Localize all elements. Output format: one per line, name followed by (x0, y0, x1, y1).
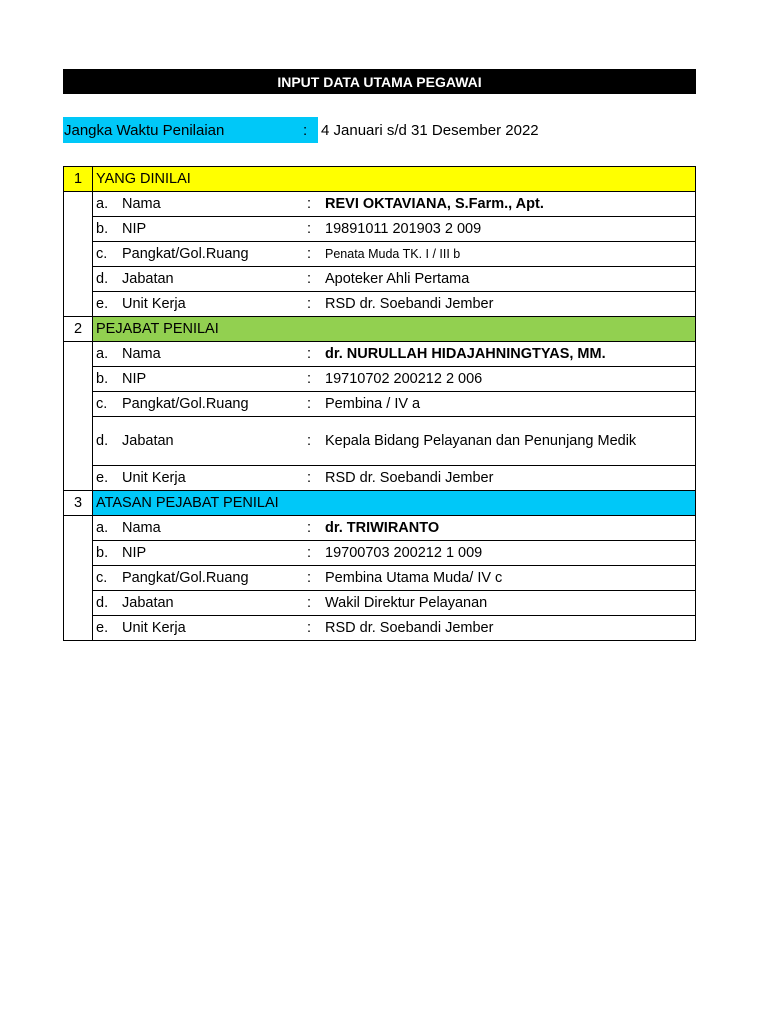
section-header-yang-dinilai (64, 167, 695, 192)
period-label-cell[interactable] (63, 117, 318, 143)
row-label: Unit Kerja (122, 620, 186, 636)
row-pangkat (93, 566, 695, 591)
section-header-atasan-pejabat-penilai (64, 491, 695, 516)
row-colon: : (307, 296, 312, 312)
row-colon: : (307, 470, 312, 486)
assessment-period (63, 117, 696, 143)
row-colon: : (307, 595, 312, 611)
row-value[interactable]: Pembina / IV a (325, 396, 421, 412)
row-label: Jabatan (122, 271, 174, 287)
section-rows-pejabat-penilai (64, 342, 695, 491)
row-letter: a. (96, 196, 109, 212)
row-value[interactable]: dr. NURULLAH HIDAJAHNINGTYAS, MM. (325, 346, 606, 362)
row-colon: : (307, 246, 312, 262)
row-colon: : (307, 371, 312, 387)
row-label: Unit Kerja (122, 296, 186, 312)
period-label: Jangka Waktu Penilaian (64, 121, 225, 139)
row-colon: : (307, 196, 312, 212)
row-value[interactable]: Apoteker Ahli Pertama (325, 271, 470, 287)
row-colon: : (307, 620, 312, 636)
row-label: Nama (122, 346, 161, 362)
section-title: PEJABAT PENILAI (93, 317, 695, 341)
row-nama (93, 516, 695, 541)
row-value[interactable]: 19700703 200212 1 009 (325, 545, 483, 561)
row-letter: c. (96, 396, 108, 412)
row-value[interactable]: RSD dr. Soebandi Jember (325, 620, 494, 636)
row-unit-kerja (93, 466, 695, 490)
row-label: Pangkat/Gol.Ruang (122, 246, 249, 262)
row-value[interactable]: dr. TRIWIRANTO (325, 520, 440, 536)
row-jabatan (93, 266, 695, 292)
row-letter: a. (96, 346, 109, 362)
row-label: Jabatan (122, 595, 174, 611)
row-pangkat (93, 242, 695, 266)
row-label: Unit Kerja (122, 470, 186, 486)
period-colon: : (303, 121, 308, 139)
row-letter: b. (96, 545, 109, 561)
row-letter: b. (96, 221, 109, 237)
row-letter: c. (96, 246, 108, 262)
row-letter: d. (96, 271, 109, 287)
section-number: 2 (64, 317, 93, 341)
row-label: NIP (122, 221, 147, 237)
row-value[interactable]: Wakil Direktur Pelayanan (325, 595, 488, 611)
row-label: Jabatan (122, 433, 174, 449)
row-nama (93, 342, 695, 367)
section-rows-atasan-pejabat-penilai (64, 516, 695, 640)
employee-data-table (63, 166, 696, 641)
row-colon: : (307, 570, 312, 586)
row-unit-kerja (93, 292, 695, 316)
row-jabatan (93, 417, 695, 466)
row-value[interactable]: 19891011 201903 2 009 (325, 221, 482, 237)
row-letter: c. (96, 570, 108, 586)
section-title: ATASAN PEJABAT PENILAI (93, 491, 695, 515)
row-unit-kerja (93, 616, 695, 640)
section-number: 1 (64, 167, 93, 191)
row-value[interactable]: Kepala Bidang Pelayanan dan Penunjang Medik (325, 433, 637, 449)
row-colon: : (307, 221, 312, 237)
row-value[interactable]: RSD dr. Soebandi Jember (325, 470, 494, 486)
row-label: Nama (122, 520, 161, 536)
row-label: NIP (122, 545, 147, 561)
period-value[interactable]: 4 Januari s/d 31 Desember 2022 (321, 121, 539, 139)
section-number: 3 (64, 491, 93, 515)
row-letter: d. (96, 595, 109, 611)
row-label: Pangkat/Gol.Ruang (122, 396, 249, 412)
row-letter: e. (96, 296, 109, 312)
row-pangkat (93, 392, 695, 417)
section-header-pejabat-penilai (64, 317, 695, 342)
row-letter: e. (96, 470, 109, 486)
row-colon: : (307, 433, 312, 449)
row-colon: : (307, 396, 312, 412)
row-letter: e. (96, 620, 109, 636)
row-colon: : (307, 545, 312, 561)
row-value[interactable]: REVI OKTAVIANA, S.Farm., Apt. (325, 196, 544, 212)
row-value[interactable]: Penata Muda TK. I / III b (325, 247, 461, 261)
row-nip (93, 541, 695, 566)
row-colon: : (307, 520, 312, 536)
row-value[interactable]: 19710702 200212 2 006 (325, 371, 483, 387)
row-label: Nama (122, 196, 161, 212)
row-letter: a. (96, 520, 109, 536)
row-colon: : (307, 271, 312, 287)
document-title: INPUT DATA UTAMA PEGAWAI (63, 69, 696, 94)
row-nama (93, 192, 695, 217)
row-letter: b. (96, 371, 109, 387)
section-title: YANG DINILAI (93, 167, 695, 191)
row-nip (93, 217, 695, 242)
row-nip (93, 367, 695, 392)
row-value[interactable]: Pembina Utama Muda/ IV c (325, 570, 503, 586)
row-jabatan (93, 591, 695, 616)
row-value[interactable]: RSD dr. Soebandi Jember (325, 296, 494, 312)
row-letter: d. (96, 433, 109, 449)
row-colon: : (307, 346, 312, 362)
row-label: Pangkat/Gol.Ruang (122, 570, 249, 586)
row-label: NIP (122, 371, 147, 387)
section-rows-yang-dinilai (64, 192, 695, 317)
